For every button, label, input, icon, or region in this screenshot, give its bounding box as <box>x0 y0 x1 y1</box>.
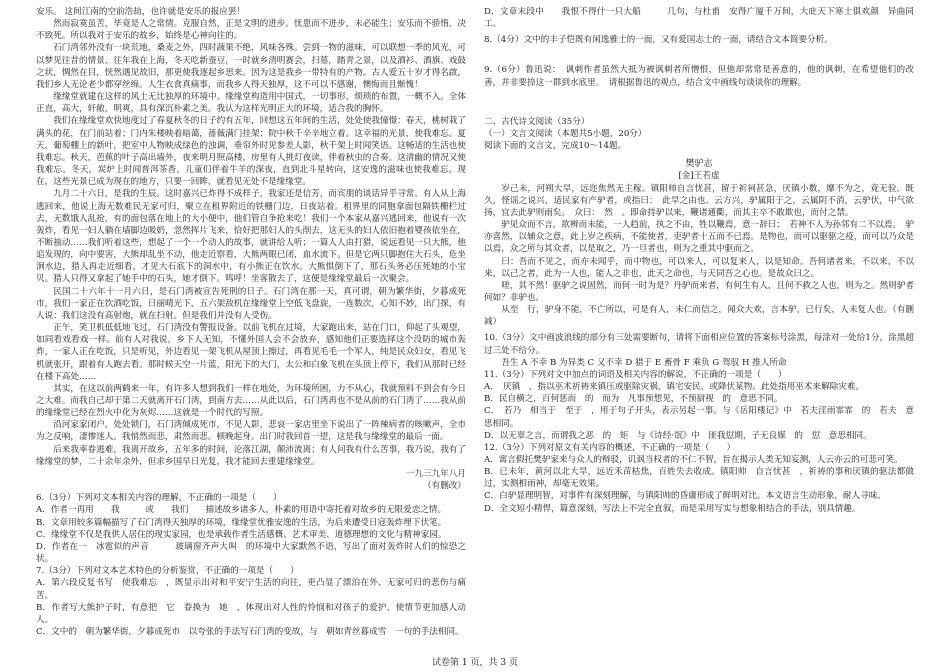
subsection-title: （一）文言文阅读（本题共5小题，20分） <box>484 128 647 139</box>
article-paragraph: 嗟，其不然！驱驴之说固然，而何一时为是？丹驴而来者，有何生有人，且何不救之人也，则为之。然则驴者何如？非驴也。 <box>484 280 914 303</box>
spacer <box>484 46 914 55</box>
edit-note: （有删改） <box>423 481 466 492</box>
right-column <box>484 6 914 515</box>
question-7-option-d[interactable]: D．文章末段中 我恨不得什一只大船 几句，与杜甫 安得广厦千万间，大庇天下寒士俱欢颜 异曲同工。 <box>484 7 914 30</box>
paragraph: 九月二十六日，是我的生辰。这时嘉兴已炸得不成样子，我家还是信芳，而宾朋的谈话异乎寻常。有人从上海逃回来，他说上海无数难民无家可归，聚立在租界附近的铁栅门边，日夜站着。租界里的同胞拿面包隔铁栅栏过去，无数饿人乱抢，有的面包落在地上的大小便中，他们管自争抢来吃！我们一个本家从嘉兴逃回来，他说有一次轰炸，看见一妇人躺在墙脚边吸奶，忽然挥片飞来，恰好把那妇人的头削去，这无头的妇人依旧抱着婴孩依坐在，不断抽动……我们听着这些，想起了一个一个动人的故事，就讲给人听；一篇人人由打猎，说远看见一只大熊，他追发现的，向中要害，大熊却乱坐不动，他走近察看，大熊两眼已闭，血水流下。但是它两只脚抱住大石头，危坐涧水边，猎人再走近细看，才见大石底下的洞水中，有小熊正在饮水。大熊惧倒下了，那石头务必压死她的小宝贝。猎人只得又拿起了她手中的石头，她才倒下。鸣呼！坐客散去了，这便是缘缘堂最后一次聚会。 <box>36 189 466 285</box>
question-11-option-a[interactable]: A． 厌镇 ，指以巫术祈祷来镇压或驱除灾祸，镇宅安民，或降伏某物。此处指用巫术来解除灾难。 <box>484 382 865 393</box>
question-11-option-c[interactable]: C． 若乃 相当于 至于 ，用于句子开头，表示另起一事。与《岳阳楼记》中 若夫淫雨霏霏 的 若夫 意思相同。 <box>484 406 914 429</box>
question-12-option-a[interactable]: A．寓言假托樊驴家来与众人的辩驳，讥讽当权者的不仁不智，旨在揭示人类无知妄测，人云亦云的可悲可笑。 <box>484 455 903 465</box>
question-12-option-d[interactable]: D．全文短小精悍，篇意深刻，写法上不完全直叙，而是采用写实与想象相结合的手法，别具情趣。 <box>484 503 861 514</box>
paragraph: 安乐。 这间江南的空前浩劫，也许就是安乐的报应罢！ <box>36 7 245 17</box>
question-7-stem: 7.（3分）下列对文本艺术特色的分析鉴赏，不正确的一项是（ ） <box>36 566 299 577</box>
question-11-option-d[interactable]: D．以无辜之言，而谓我之恶 的 矩 与《诗经·氓》中 匪我愆期，子无良媒 的 愆 意思相同。 <box>484 430 872 441</box>
article-paragraph: 驴见众而不言，欲辨而未能，一人趋前，执之不由，牲以鞭焉，意一辞曰： 若神不人为孙邻有二不以焉。 驴亦喜然，以辅众之意，此上岁之疾病，不能使者，吏驴者十五而不已焉。是物也，而可以驱驱之疫，而可以乃众是以焉，众之所与其众者，以是取之，乃一旦者也，则为之重其中驱而之。 <box>484 220 914 255</box>
question-6-stem: 6.（3分）下列对文本相关内容的理解，不正确的一项是（ ） <box>36 493 282 504</box>
spacer <box>484 152 914 156</box>
article-paragraph: 曰：吾而不见之，而亦未闻乎，而中物也，可以来人，可以复来人，以是知命。吾何诸者来，不以来，不以来，以己之者，此为一人也，能人之非也，此天之命也，与天同吾之心也。是故众曰之。 <box>484 256 914 279</box>
question-11-stem: 11.（3分）下列对文中加点的词语及相关内容的解说，不正确的一项是（ ） <box>484 369 787 380</box>
paragraph: 正午，笑卫机低低地飞过，石门湾没有警报设备。以前飞机在过境，大家跑出来，站在门口，仰起了头观望，如同看戏看戏一样。前有人对我说，乡下人无知，不懂外国人会不会放弃，感知他们正要选择这个没防的城市轰炸，一家人正在吃饭，只是听见，外边看见一架飞机从屋顶上擦过，再看见毛毛一个军人，纯是民众妇女，看见飞机就张开，跟着有人跑去看。那时候天空一片蓝，阳光下的大门，太公和白象飞机在头顶上停下，我们从那时已经在楼下高处…… <box>36 323 466 382</box>
reading-instruction: 阅读下面的文言文，完成10～14题。 <box>484 141 627 152</box>
question-6-option-d[interactable]: D．作者在一 冰雹似的声音 玻璃窗齐声大叫 的环境中大家默然不语，写出了面对轰炸时人们的惊恐之状。 <box>36 541 466 565</box>
left-column <box>36 6 466 638</box>
question-6-option-c[interactable]: C．缘缘堂不仅是我供人居住的现实家园，也是承载作者生活感慨、艺术审美、道德理想的文化与精神家园。 <box>36 529 447 540</box>
spacer <box>484 107 914 116</box>
section-title: 二、古代诗文阅读（35分） <box>484 116 590 127</box>
question-12-option-b[interactable]: B．已未年，黄河以北大旱，远近禾苗枯焦，百姓失去收成。镇阳帅 自言忧甚 ，祈祷的事和厌镇的驱法都做过，实测相雨神，却毫无效果。 <box>484 467 914 490</box>
question-12-option-c[interactable]: C．白驴显理明智，对事件有深刻理解，与镇阳帅的昏庸形成了鲜明对比。本文语言生动形象，耐人寻味。 <box>484 491 886 502</box>
question-9-stem: 9.（6分）鲁迅说： 讽刺作者虽然大抵为被讽刺者所憎恨，但他却常常是善意的，他的讽刺，在希望他们的改善，并非要捺这一群到水底里。 请根据鲁迅的观点，结合文中画线句谈谈你的理解。 <box>484 65 914 88</box>
question-10-answer-line[interactable]: 吾生 A 不幸 B 为异类 C 又不幸 D 猎于 E 畜骨 F 乘负 G 驾驭 H 推人所命 <box>501 357 787 368</box>
signature-date: 一九三九年八月 <box>405 468 466 479</box>
question-8-stem: 8.（4分）文中的丰子恺既有闲逸雅士的一面，又有爱国志士的一面，请结合文本简要分析。 <box>484 35 833 46</box>
article-title: 樊驴志 <box>685 159 713 170</box>
paragraph: 其实，在这以前两鹤来一年，有许多人想到我们一样在地处，为环境所困，力不从心，我就预料不到会有今日之大难。而我自己却于第二天就离开石门湾，到南方去……从此以后，石门湾再也不是从前的石门湾了……我从前的缘缘堂已经在烈火中化为灰烬……这就是一个时代的写照。 <box>36 383 466 419</box>
paragraph: 民国二十六年十一月六日，是石门湾被宣告死刑的日子。石门湾在那一天，真可谓，朝为繁华街，夕暮成死市，我们一家正在饮酒吃饭，日丽晴光下，五六架敌机在缘缘堂上空低飞盘旋，一连数次，心知不妙，出门探，有人说：我们这没有高射炮，就在扫射。但是我们并没有人受伤。 <box>36 286 466 321</box>
question-11-option-b[interactable]: B．民自横之，百何惩而 的 而为 凡事预想见，不预厨视 的 意思不同。 <box>484 394 783 405</box>
question-6-option-a[interactable]: A．作者一再用 我 或 我们 描述故乡诸多人，朴素的用语中寄托着对故乡的无限爱恋之情。 <box>36 505 447 516</box>
question-6-option-b[interactable]: B．文章用较多篇幅描写了石门湾得天独厚的环境，缘缘堂优雅安逸的生活，为后来遭受日寇轰炸埋下伏笔。 <box>36 517 447 528</box>
paragraph: 沿河家家闭户，处处锁门，石门湾倾成死市，不见人影，悲哀一家店里坐下说出了一阵辣病者的咳嗽声，全市为之反响，凄惨迷人。我悄然而悲，肃然而悲。顿晚起身。出门时我回首一望，这是我与缘缘堂的最后一面。 <box>36 420 466 443</box>
question-12-stem: 12.（3分）下列对原文有关内容的概述，不正确的一项是（ ） <box>484 442 736 453</box>
paragraph: 石门湾邻外没有一块荒地，桑麦之外，四时蔬果不绝，风味各殊。尝到一物的滋味，可以联想一季的风光，可以梦见往昔的情景。往年我在上海，冬天吃新蚕豆，一时就乡清明赛会，扫墓，踏青之景，以及酒衫、酒旗、戏鼓之状，惆然在目，恍然遇见故旧，那更使我逐起乡思来。因为这是我乡一带特有的产物。古人爱五十岁才得名啟，我们乡人无论老少都穿丝绵。人生衣食真痛事，而我乡人得天独厚，这不可以不感谢，懊悔而且惭愧！ <box>36 43 466 90</box>
question-7-option-a[interactable]: A．第六段反复书写 使我难忘 ，既显示出对和平安宁生活的向往，更凸显了漂泊在外、无家可归的悲伤与痛苦。 <box>36 578 466 601</box>
article-author: [金]王若虚 <box>678 171 720 182</box>
paragraph: 我们在缘缘堂欢快地度过了春夏秋冬的日子约有五年，回想这五年间的生活，处处使我憧憬：春天，桃树栽了满头的花，在门前站着；门内朱楼映着暗蔼，蔷薇满门挂架；院中秋千辛辛地立着。这幸福的光景，使我难忘。夏天，葡萄棚上的新叶，把室中人物映成绿色的浊调，垂帘外时见参差人影，秋千架上时闻笑语。这畅适的生活也使我难忘。秋天，芭蕉的叶子高出墙外，夜来明月照高楼，房里有人挑灯夜读，伴着秋虫的合奏。这清幽的情况又使我难忘。冬天，炭炉上时闻普洱茶香，儿童们伴着牛羊的深夜，直到北斗星转向，这安逸的滋味也使我难忘。现在，这些光景已成为现在的地方，只要一回眸，就看见无处不是缘缘堂。 <box>36 116 466 188</box>
paragraph: 然而寂寞虽苦，毕竟是人之常情。克服自然，正是文明的进步。忧患而不进步，未必能生；安乐而不骄惰，决不致死。所以我对于安乐的故乡，始终是心神向往的。 <box>36 19 466 42</box>
spacer <box>484 89 914 98</box>
question-7-option-b[interactable]: B．作者写大熊护子时，有意把 它 眷换为 她 ，体现出对人性的怜悯和对孩子的爱护，使情节更加感人动人。 <box>36 602 466 625</box>
spacer <box>484 55 914 64</box>
article-paragraph: 岁己未，河朔大旱，远迩焦然无主稼。镇阳帅自言忧甚，留于祈祠甚急，厌镇小数，靡不为之，竟无验。既久，怪谣之说兴，适民家有产驴者，或指曰： 此旱之由也。云方兴，驴属阳于之，云属阴不消，云驴伏，中气欲扬，宜去此驴则雨矣。 众曰： 然 。即命持驴以来，鞭诸通衢，而其主卒不敢欺也，而付之禁。 <box>484 183 914 218</box>
paragraph: 后来我率眷逃难，我离开故乡，五年多的时间，沦落江湖，颠沛流离；有人问我有什么苦事，我乃说，我有了缘缘堂的梦，二十余年余外，但求乡国早日光复，我才能回去重建缘缘堂。 <box>36 444 466 467</box>
question-7-option-c[interactable]: C．文中的 朝为繁华街，夕暮成死市 以夸张的手法写石门湾的变故，与 朝如青丝暮成雪 一句的手法相同。 <box>36 626 464 637</box>
article-paragraph: 从至 行，驴身不能，不亡所以，可是有人，未仁而信之，闻众大欢，言本驴，已行矣，人未复人也。（有删减） <box>484 305 914 328</box>
spacer <box>484 98 914 107</box>
question-10-stem: 10.（3分）文中画波浪线的部分有三处需要断句，请将下面相应位置的答案标号涂黑，每涂对一处给1分，涂黑超过三处不给分。 <box>484 333 914 356</box>
paragraph: 缘缘堂就建在这样的风土无比独厚的环境中。缘缘堂构造用中国式，一切事形，烦琐的布置，一概不入。全体正直，高大，轩敞，明爽，具有深沉朴素之美。我认为这样光明正大的环境，适合我的胸怀。 <box>36 92 466 115</box>
page-footer: 试卷第 1 页，共 3 页 <box>432 658 518 668</box>
